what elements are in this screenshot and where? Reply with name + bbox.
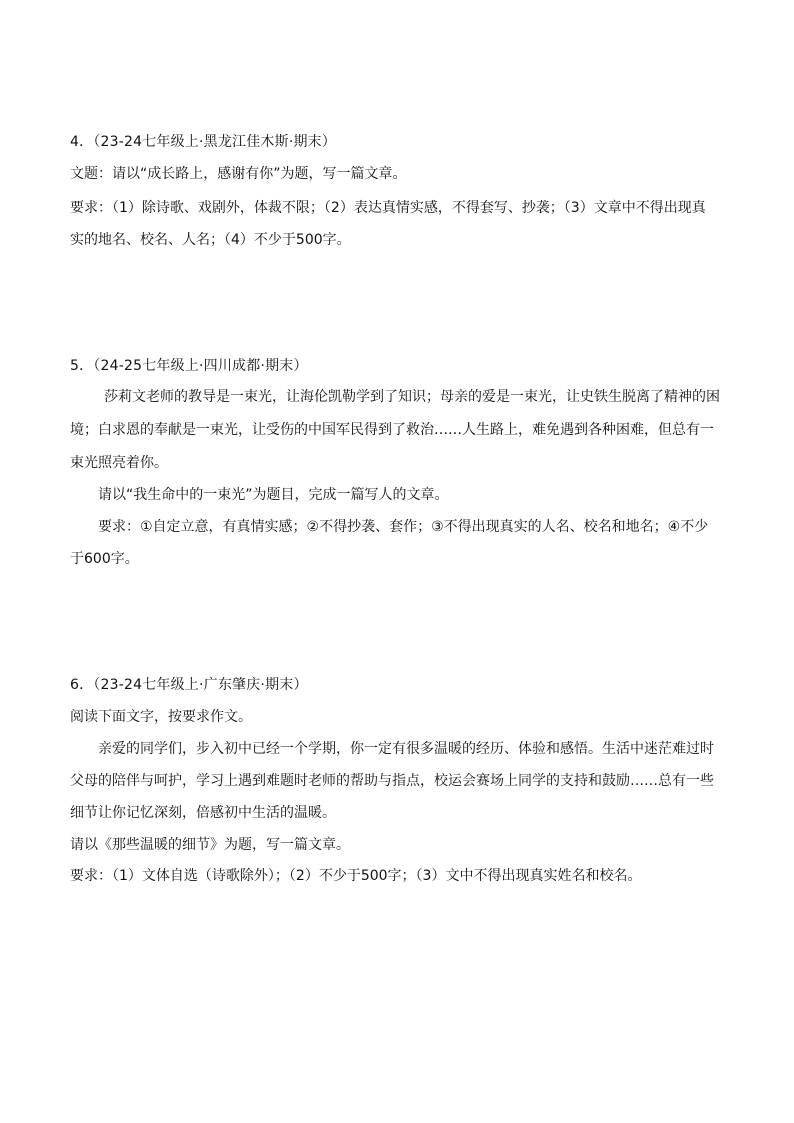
question-4-header: 4．（23-24七年级上·黑龙江佳木斯·期末） xyxy=(70,134,337,150)
question-6-material-line-1: 亲爱的同学们，步入初中已经一个学期，你一定有很多温暖的经历、体验和感悟。生活中迷茫难过时 xyxy=(98,741,714,757)
question-6-material-line-2: 父母的陪伴与呵护，学习上遇到难题时老师的帮助与指点，校运会赛场上同学的支持和鼓励……总有一些 xyxy=(70,773,714,789)
question-5-material-line-1: 莎莉文老师的教导是一束光，让海伦凯勒学到了知识；母亲的爱是一束光，让史铁生脱离了精神的困 xyxy=(104,389,720,405)
question-4-requirements: 要求：（1）除诗歌、戏剧外，体裁不限；（2）表达真情实感，不得套写、抄袭；（3）文章中不得出现真 xyxy=(70,200,706,216)
question-5-material-line-2: 境；白求恩的奉献是一束光，让受伤的中国军民得到了救治……人生路上，难免遇到各种困难，但总有一 xyxy=(70,422,714,438)
question-4-prompt: 文题：请以“成长路上，感谢有你”为题，写一篇文章。 xyxy=(70,166,407,182)
question-5-requirements: 要求：①自定立意，有真情实感；②不得抄袭、套作；③不得出现真实的人名、校名和地名；④不少 xyxy=(98,519,709,535)
question-5-header: 5．（24-25七年级上·四川成都·期末） xyxy=(70,358,308,374)
question-5-requirements-cont: 于600字。 xyxy=(70,551,139,567)
question-6-requirements: 要求：（1）文体自选（诗歌除外）；（2）不少于500字；（3）文中不得出现真实姓名和校名。 xyxy=(70,868,642,884)
question-6-prompt: 请以《那些温暖的细节》为题，写一篇文章。 xyxy=(70,837,350,853)
question-6-material-line-3: 细节让你记忆深刻，倍感初中生活的温暖。 xyxy=(70,805,336,821)
question-6-header: 6．（23-24七年级上·广东肇庆·期末） xyxy=(70,677,308,693)
question-5-material-line-3: 束光照亮着你。 xyxy=(70,455,168,471)
question-5-prompt: 请以“我生命中的一束光”为题目，完成一篇写人的文章。 xyxy=(98,487,449,503)
question-6-instruction: 阅读下面文字，按要求作文。 xyxy=(70,709,252,725)
question-4-requirements-cont: 实的地名、校名、人名；（4）不少于500字。 xyxy=(70,232,351,248)
